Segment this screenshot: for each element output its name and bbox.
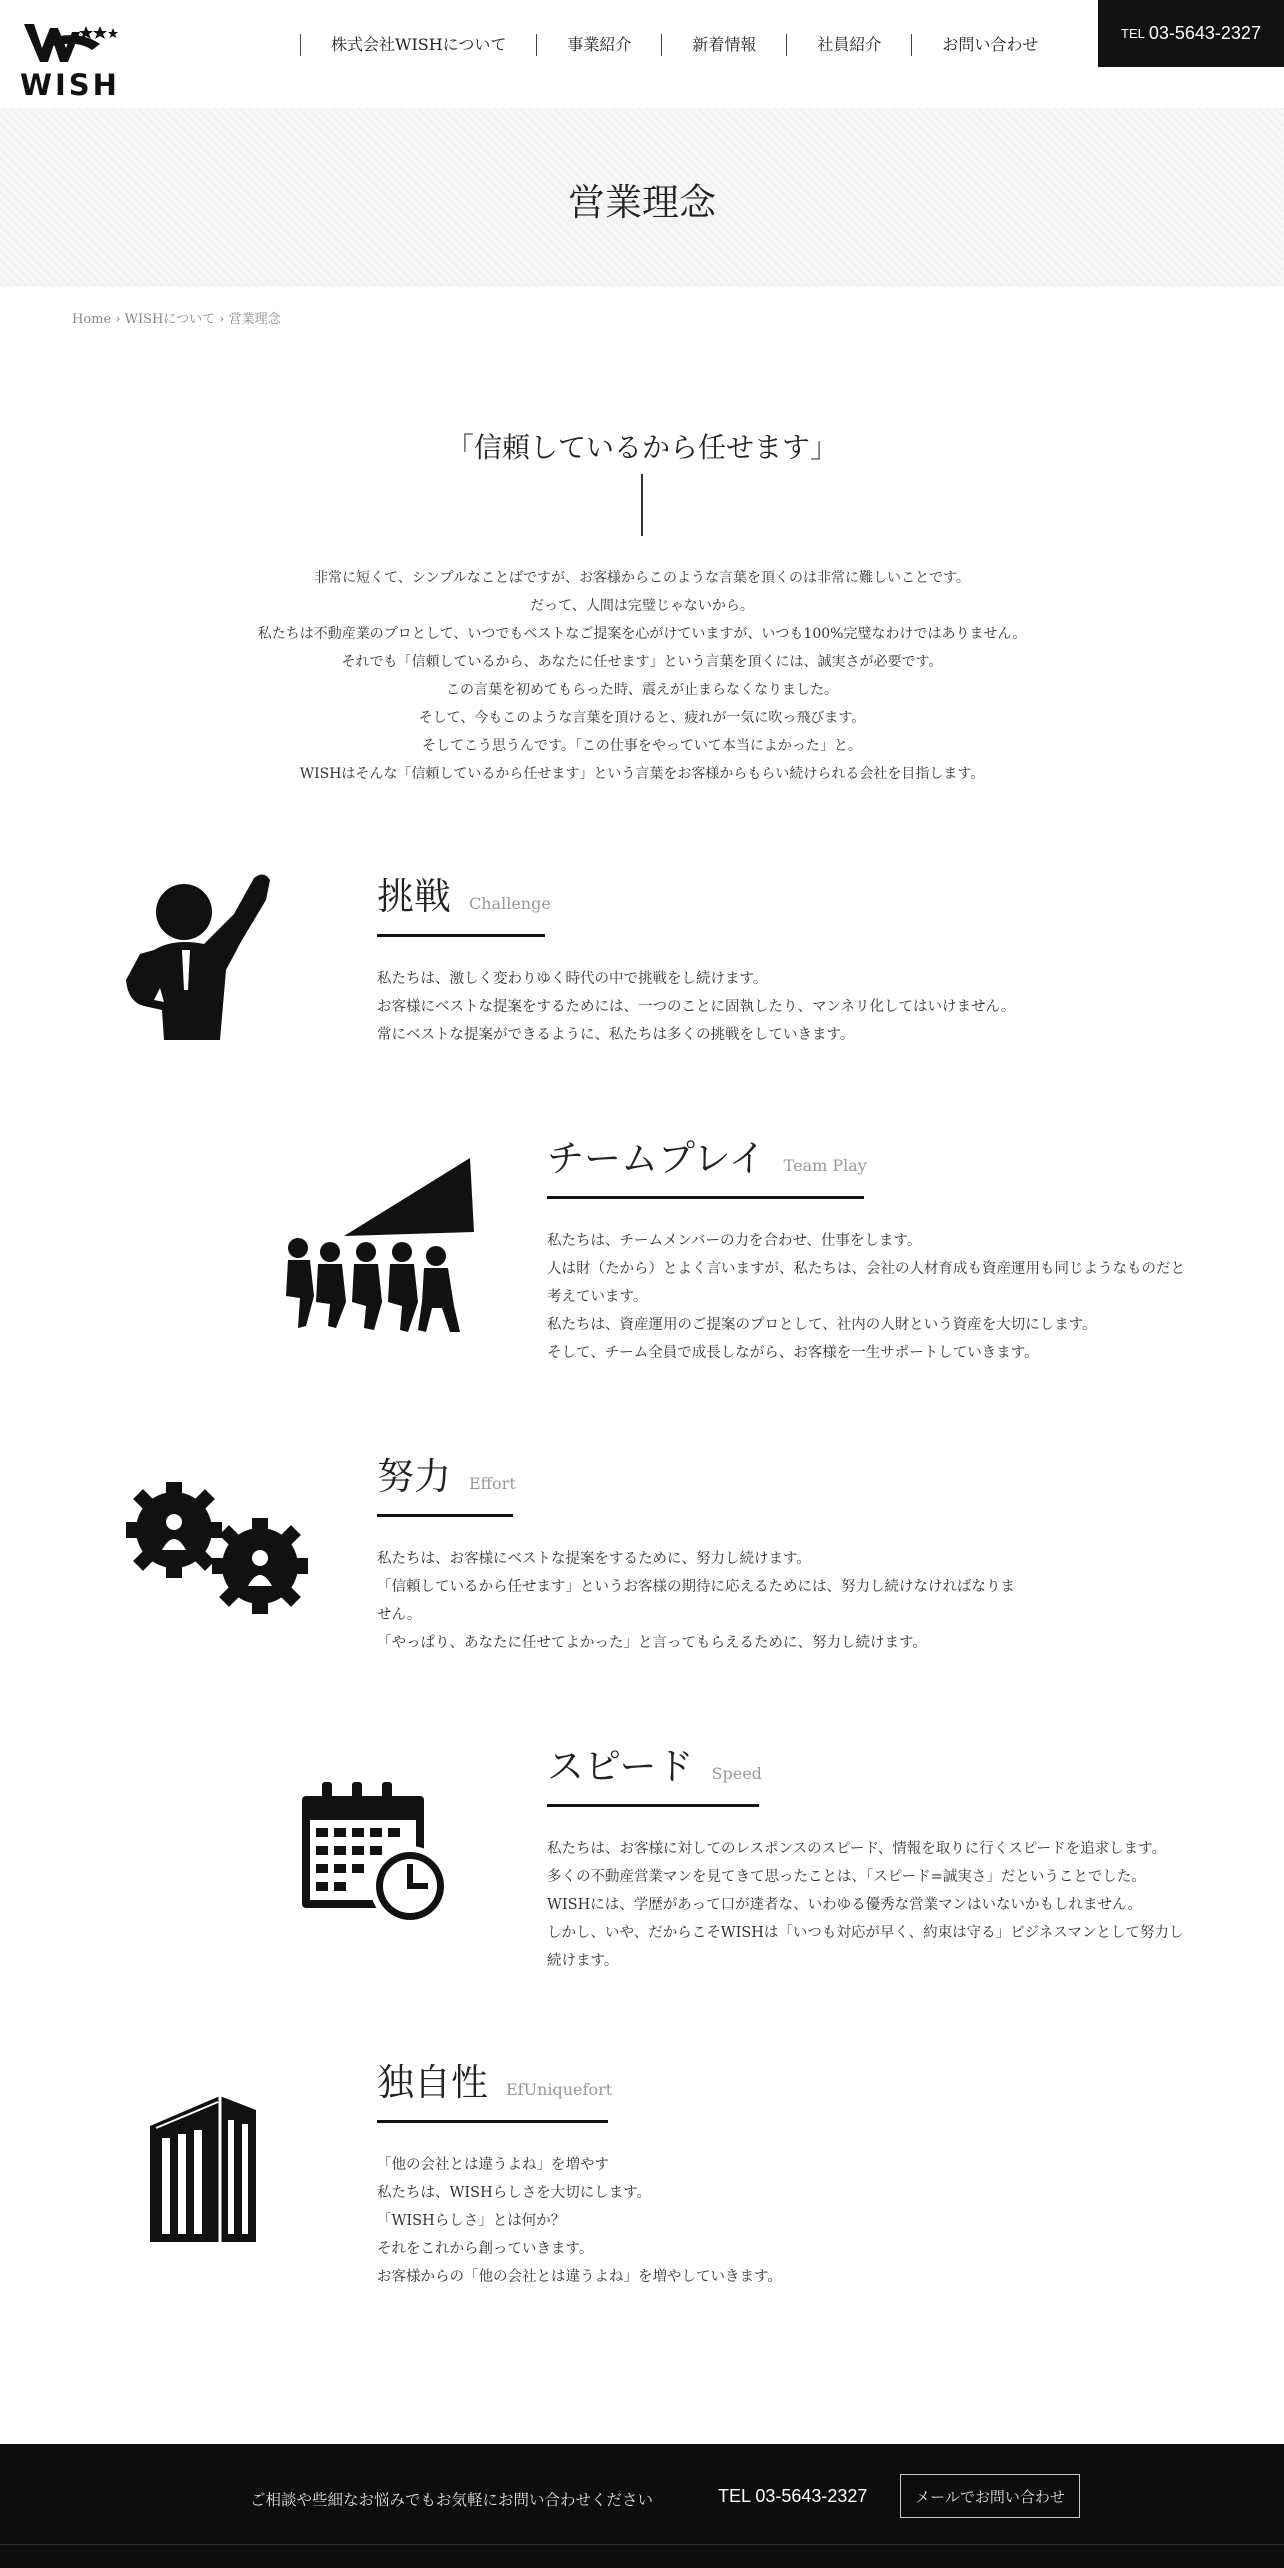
body-line: せん。 bbox=[377, 1607, 422, 1623]
tel-number: 03-5643-2327 bbox=[1148, 23, 1261, 43]
section-title-en: EfUniquefort bbox=[506, 2080, 613, 2099]
body-line: 続けます。 bbox=[547, 1953, 619, 1969]
section-title-jp: 独自性 bbox=[377, 2061, 488, 2104]
section-title-en: Speed bbox=[711, 1764, 762, 1783]
nav-contact[interactable]: お問い合わせ bbox=[911, 34, 1038, 56]
nav-staff[interactable]: 社員紹介 bbox=[786, 34, 911, 56]
breadcrumb bbox=[72, 308, 281, 327]
section-body bbox=[547, 1227, 1247, 1367]
body-line: お客様からの「他の会社とは違うよね」を増やしていきます。 bbox=[377, 2269, 782, 2285]
section-body bbox=[377, 1545, 1097, 1657]
body-line: 「やっぱり、あなたに任せてよかった」と言ってもらえるために、努力し続けます。 bbox=[377, 1635, 927, 1651]
body-line: 私たちは、お客様に対してのレスポンスのスピード、情報を取りに行くスピードを追求します。 bbox=[547, 1841, 1167, 1857]
section-title bbox=[547, 1128, 1247, 1182]
section-title-jp: 努力 bbox=[377, 1455, 451, 1498]
body-line: しかし、いや、だからこそWISHは「いつも対応が早く、約束は守る」ビジネスマンとして努力し bbox=[547, 1925, 1184, 1941]
intro-line: だって、人間は完璧じゃないから。 bbox=[530, 598, 754, 614]
section-title bbox=[377, 1446, 1097, 1500]
body-line: 私たちは、資産運用のご提案のプロとして、社内の人財という資産を大切にします。 bbox=[547, 1317, 1097, 1333]
section-title-jp: 挑戦 bbox=[377, 875, 451, 918]
intro-line: そして、今もこのような言葉を頂けると、疲れが一気に吹っ飛びます。 bbox=[418, 710, 866, 726]
section-title-jp: スピード bbox=[547, 1745, 694, 1788]
page-title: 営業理念 bbox=[568, 181, 716, 224]
section-body bbox=[547, 1835, 1247, 1975]
section-underline bbox=[377, 1514, 513, 1517]
tel-prefix: TEL bbox=[1121, 26, 1145, 41]
body-line: 私たちは、激しく変わりゆく時代の中で挑戦をし続けます。 bbox=[377, 971, 768, 987]
section-title-jp: チームプレイ bbox=[547, 1137, 766, 1180]
section-title-en: Challenge bbox=[469, 894, 551, 913]
intro-line: 非常に短くて、シンプルなことばですが、お客様からこのような言葉を頂くのは非常に難しいことです。 bbox=[314, 570, 970, 586]
body-line: お客様にベストな提案をするためには、一つのことに固執したり、マンネリ化してはいけません。 bbox=[377, 999, 1016, 1015]
intro-text bbox=[0, 564, 1284, 788]
breadcrumb-separator: › bbox=[219, 312, 225, 327]
intro-line: 私たちは不動産業のプロとして、いつでもベストなご提案を心がけていますが、いつも100%完璧なわけではありません。 bbox=[257, 626, 1027, 642]
section-body bbox=[377, 2151, 1097, 2291]
body-line: 「WISHらしさ」とは何か？ bbox=[377, 2213, 566, 2229]
section-underline bbox=[377, 2120, 608, 2123]
calendar-clock-icon bbox=[300, 1780, 450, 1930]
contact-footer bbox=[0, 2444, 1284, 2568]
gears-people-icon bbox=[124, 1480, 310, 1620]
intro-line: この言葉を初めてもらった時、震えが止まらなくなりました。 bbox=[446, 682, 838, 698]
breadcrumb-current: 営業理念 bbox=[228, 312, 281, 327]
body-line: そして、チーム全員で成長しながら、お客様を一生サポートしていきます。 bbox=[547, 1345, 1039, 1361]
section-uniqueness bbox=[377, 2052, 1097, 2291]
section-title bbox=[547, 1736, 1247, 1790]
section-underline bbox=[377, 934, 545, 937]
intro-line: WISHはそんな「信頼しているから任せます」という言葉をお客様からもらい続けられる会社を目指します。 bbox=[299, 766, 985, 782]
team-flag-icon bbox=[284, 1156, 474, 1340]
logo-mark-icon bbox=[20, 22, 120, 68]
section-challenge bbox=[377, 866, 1097, 1049]
section-title-en: Effort bbox=[469, 1474, 516, 1493]
body-line: 私たちは、お客様にベストな提案をするために、努力し続けます。 bbox=[377, 1551, 811, 1567]
nav-about[interactable]: 株式会社WISHについて bbox=[300, 34, 536, 56]
body-line: 多くの不動産営業マンを見てきて思ったことは、「スピード=誠実さ」だということでした。 bbox=[547, 1869, 1146, 1885]
motto-divider bbox=[641, 474, 643, 536]
intro-line: それでも「信頼しているから、あなたに任せます」という言葉を頂くには、誠実さが必要です。 bbox=[341, 654, 943, 670]
mail-contact-button[interactable]: メールでお問い合わせ bbox=[900, 2474, 1080, 2518]
nav-business[interactable]: 事業紹介 bbox=[536, 34, 661, 56]
section-body bbox=[377, 965, 1097, 1049]
motto-heading: 「信頼しているから任せます」 bbox=[445, 431, 838, 464]
building-icon bbox=[148, 2094, 260, 2248]
body-line: 人は財（たから）とよく言いますが、私たちは、会社の人材育成も資産運用も同じようなものだと bbox=[547, 1261, 1185, 1277]
header-tel-button[interactable] bbox=[1098, 0, 1284, 67]
body-line: 考えています。 bbox=[547, 1289, 648, 1305]
body-line: 私たちは、チームメンバーの力を合わせ、仕事をします。 bbox=[547, 1233, 922, 1249]
footer-message: ご相談や些細なお悩みでもお気軽にお問い合わせください bbox=[250, 2491, 654, 2509]
section-title bbox=[377, 2052, 1097, 2106]
footer-tel-link[interactable]: TEL 03-5643-2327 bbox=[718, 2486, 868, 2506]
wish-logo[interactable] bbox=[20, 22, 120, 102]
breadcrumb-parent[interactable]: WISHについて bbox=[124, 312, 216, 327]
section-title bbox=[377, 866, 1097, 920]
body-line: 私たちは、WISHらしさを大切にします。 bbox=[377, 2185, 652, 2201]
section-effort bbox=[377, 1446, 1097, 1657]
section-underline bbox=[547, 1804, 759, 1807]
global-nav bbox=[300, 32, 1038, 58]
body-line: WISHには、学歴があって口が達者な、いわゆる優秀な営業マンはいないかもしれません。 bbox=[547, 1897, 1142, 1913]
footer-divider bbox=[0, 2544, 1284, 2545]
breadcrumb-separator: › bbox=[115, 312, 121, 327]
site-header bbox=[0, 0, 1284, 108]
body-line: それをこれから創っていきます。 bbox=[377, 2241, 594, 2257]
body-line: 常にベストな提案ができるように、私たちは多くの挑戦をしていきます。 bbox=[377, 1027, 855, 1043]
intro-line: そしてこう思うんです。「この仕事をやっていて本当によかった」と。 bbox=[422, 738, 862, 754]
person-pointing-icon bbox=[124, 870, 280, 1046]
nav-news[interactable]: 新着情報 bbox=[661, 34, 786, 56]
section-speed bbox=[547, 1736, 1247, 1975]
section-underline bbox=[547, 1196, 864, 1199]
logo-text: WISH bbox=[20, 68, 120, 102]
breadcrumb-home[interactable]: Home bbox=[72, 312, 112, 327]
section-teamplay bbox=[547, 1128, 1247, 1367]
page-title-banner bbox=[0, 108, 1284, 286]
section-title-en: Team Play bbox=[783, 1156, 867, 1175]
body-line: 「他の会社とは違うよね」を増やす bbox=[377, 2157, 609, 2173]
body-line: 「信頼しているから任せます」というお客様の期待に応えるためには、努力し続けなければなりま bbox=[377, 1579, 1015, 1595]
